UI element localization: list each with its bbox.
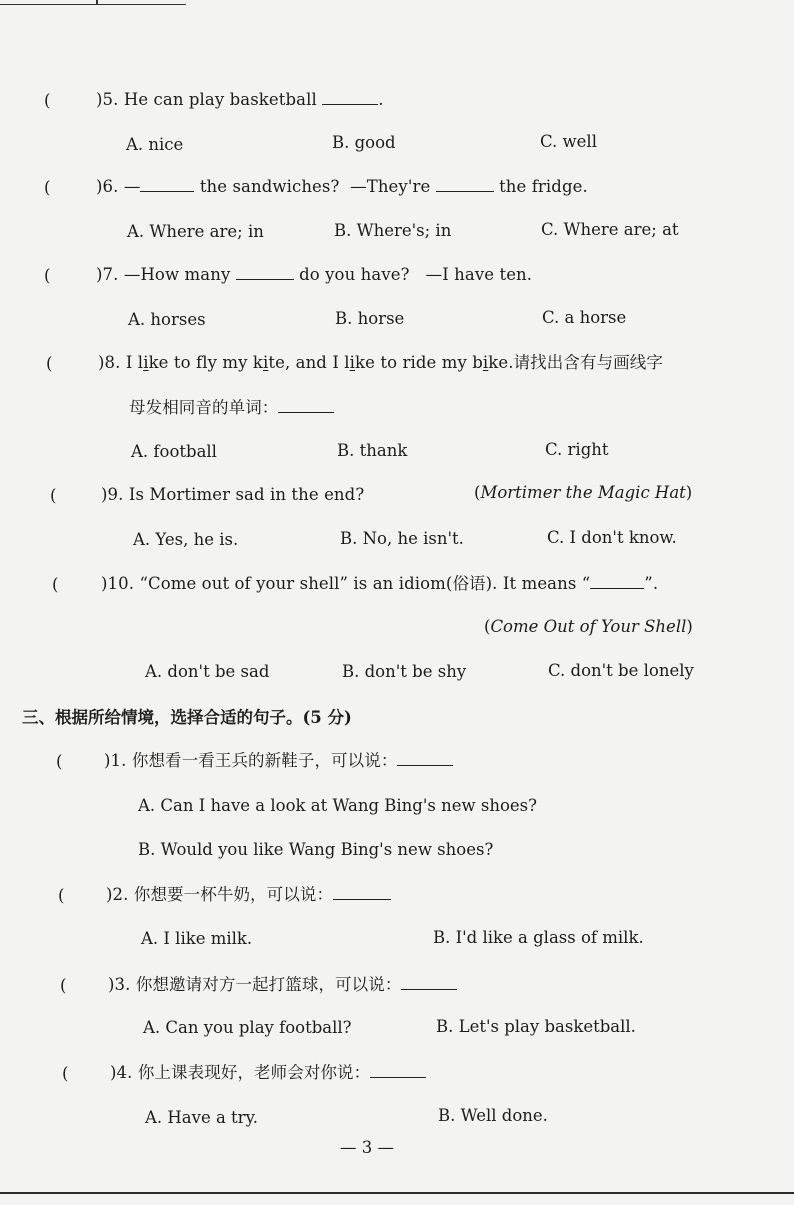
answer-paren-s3q2[interactable]: (	[58, 886, 65, 905]
option-a: A. nice	[126, 135, 184, 154]
answer-paren-q9[interactable]: (	[50, 486, 57, 505]
answer-blank[interactable]	[401, 973, 457, 990]
top-tick	[96, 0, 98, 5]
answer-blank-1[interactable]	[140, 175, 194, 192]
option-b: B. horse	[335, 309, 405, 328]
option-b: B. don't be shy	[342, 662, 467, 681]
option-a: A. Yes, he is.	[133, 530, 239, 549]
question-6	[96, 175, 588, 199]
question-number: )3.	[108, 975, 131, 994]
answer-paren-q5[interactable]: (	[44, 91, 51, 110]
answer-blank[interactable]	[333, 883, 391, 900]
answer-paren-q7[interactable]: (	[44, 266, 51, 285]
underlined-letter: i	[482, 353, 489, 372]
top-rule	[0, 4, 186, 5]
question-number: )10.	[101, 574, 135, 593]
answer-blank[interactable]	[590, 572, 644, 589]
option-b: B. I'd like a glass of milk.	[433, 928, 644, 947]
option-b: B. No, he isn't.	[340, 529, 464, 548]
option-c: C. I don't know.	[547, 528, 677, 547]
sentence-part: I l	[125, 353, 144, 372]
option-a: A. don't be sad	[145, 662, 270, 681]
instruction-cn: 请找出含有与画线字	[513, 353, 663, 372]
question-reply: —I have ten.	[425, 265, 533, 284]
underlined-letter: i	[349, 353, 356, 372]
option-b: B. thank	[337, 441, 408, 460]
question-5	[96, 88, 384, 112]
question-8	[98, 351, 663, 375]
option-b: B. good	[332, 133, 396, 152]
answer-blank-2[interactable]	[436, 175, 494, 192]
punct: ”.	[644, 574, 659, 593]
sentence-part: ke to fly my k	[148, 353, 263, 372]
option-a: A. Can you play football?	[143, 1018, 352, 1037]
source-title: Come Out of Your Shell	[490, 617, 687, 636]
situation-4	[110, 1061, 426, 1085]
answer-blank[interactable]	[397, 749, 453, 766]
answer-paren-s3q1[interactable]: (	[56, 752, 63, 771]
dash: —	[123, 177, 141, 196]
answer-paren-q8[interactable]: (	[46, 354, 53, 373]
sentence-part: te, and I l	[268, 353, 350, 372]
punct: .	[378, 90, 384, 109]
option-c: C. don't be lonely	[548, 661, 694, 680]
question-9	[101, 483, 364, 507]
option-a: A. Where are; in	[127, 222, 264, 241]
paren-close: )	[686, 617, 693, 636]
option-b: B. Would you like Wang Bing's new shoes?	[138, 840, 494, 859]
question-stem: the sandwiches?	[199, 177, 340, 196]
source-q10	[484, 615, 693, 639]
page-number: — 3 —	[340, 1138, 394, 1157]
answer-paren-q6[interactable]: (	[44, 178, 51, 197]
situation-1	[104, 749, 453, 773]
option-c: C. a horse	[542, 308, 627, 327]
answer-paren-q10[interactable]: (	[52, 575, 59, 594]
option-a: A. Can I have a look at Wang Bing's new shoes?	[138, 796, 537, 815]
option-a: A. I like milk.	[141, 929, 253, 948]
paren-open: (	[474, 483, 481, 502]
option-a: A. horses	[128, 310, 206, 329]
source-title: Mortimer the Magic Hat	[480, 483, 686, 502]
answer-blank[interactable]	[322, 88, 378, 105]
paren-open: (	[484, 617, 491, 636]
option-a: A. football	[131, 442, 217, 461]
situation-stem: 你想邀请对方一起打篮球，可以说：	[135, 975, 402, 994]
instruction-cn: 母发相同音的单词：	[129, 398, 279, 417]
question-reply-end: the fridge.	[499, 177, 588, 196]
situation-2	[106, 883, 391, 907]
option-c: C. Where are; at	[541, 220, 679, 239]
question-stem-end: do you have?	[299, 265, 410, 284]
option-b: B. Well done.	[438, 1106, 548, 1125]
section-title: 三、根据所给情境，选择合适的句子。(5 分)	[22, 708, 352, 727]
question-number: )4.	[110, 1063, 133, 1082]
answer-paren-s3q3[interactable]: (	[60, 976, 67, 995]
situation-stem: 你想要一杯牛奶，可以说：	[133, 885, 334, 904]
option-b: B. Where's; in	[334, 221, 452, 240]
question-reply: —They're	[350, 177, 431, 196]
option-b: B. Let's play basketball.	[436, 1017, 636, 1036]
answer-paren-s3q4[interactable]: (	[62, 1064, 69, 1083]
question-stem: Is Mortimer sad in the end?	[128, 485, 365, 504]
source-q9	[474, 481, 692, 505]
answer-blank[interactable]	[236, 263, 294, 280]
answer-blank[interactable]	[370, 1061, 426, 1078]
option-a: A. Have a try.	[145, 1108, 258, 1127]
question-number: )2.	[106, 885, 129, 904]
underlined-letter: i	[262, 353, 269, 372]
question-number: )1.	[104, 751, 127, 770]
question-stem: “Come out of your shell” is an idiom(俗语). It means “	[139, 574, 591, 593]
answer-blank[interactable]	[278, 396, 334, 413]
sentence-part: ke to ride my b	[355, 353, 483, 372]
question-stem: He can play basketball	[123, 90, 317, 109]
question-number: )9.	[101, 485, 124, 504]
question-10	[101, 572, 658, 596]
bottom-rule	[0, 1192, 794, 1194]
question-number: )7.	[96, 265, 119, 284]
situation-3	[108, 973, 457, 997]
question-number: )6.	[96, 177, 119, 196]
option-c: C. right	[545, 440, 609, 459]
paren-close: )	[685, 483, 693, 502]
question-stem: —How many	[123, 265, 231, 284]
question-number: )8.	[98, 353, 121, 372]
sentence-part: ke.	[488, 353, 514, 372]
question-8-line2	[129, 396, 334, 420]
question-7	[96, 263, 532, 287]
option-c: C. well	[540, 132, 597, 151]
situation-stem: 你上课表现好，老师会对你说：	[137, 1063, 371, 1082]
situation-stem: 你想看一看王兵的新鞋子，可以说：	[131, 751, 398, 770]
underlined-letter: i	[143, 353, 149, 372]
question-number: )5.	[96, 90, 119, 109]
